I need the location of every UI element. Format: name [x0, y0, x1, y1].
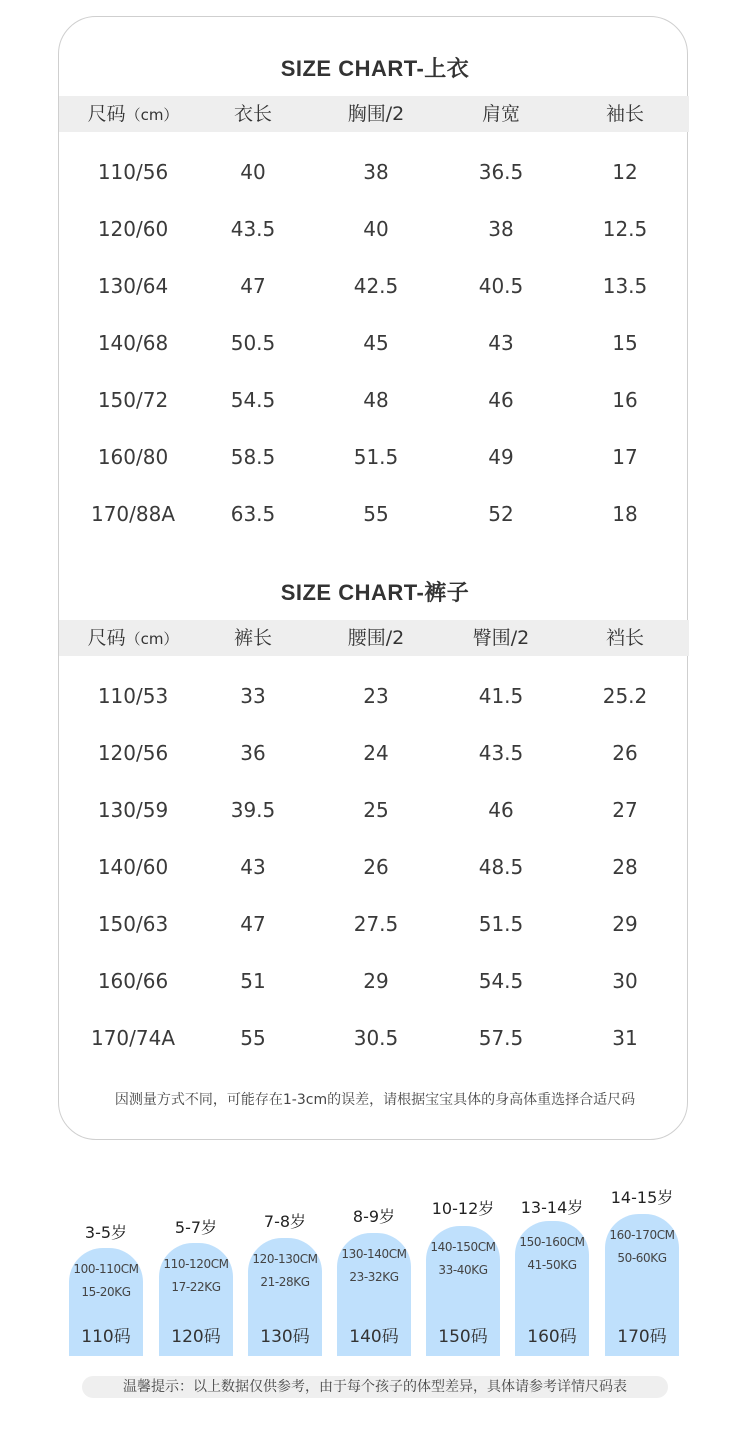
pants-header-cell: [188, 620, 318, 656]
age-size-bar: [605, 1214, 679, 1356]
height-range: 110-120CM: [163, 1257, 229, 1271]
tops-header-label: 胸围/2: [347, 103, 405, 125]
tops-table-cell: 38: [488, 217, 514, 241]
height-range: 140-150CM: [430, 1240, 496, 1254]
tops-header-label: 尺码: [87, 103, 126, 125]
age-label: 8-9岁: [352, 1207, 396, 1226]
tops-table-cell: 12: [612, 160, 638, 184]
age-size-bar: [337, 1233, 411, 1356]
age-size-bar: [515, 1221, 589, 1356]
age-size-bar: [159, 1243, 233, 1356]
size-label: 170码: [617, 1327, 667, 1347]
age-label: 10-12岁: [431, 1199, 495, 1218]
tops-table-cell: 160/80: [97, 445, 169, 469]
pants-table-cell: 41.5: [478, 684, 524, 708]
pants-header-label: 尺码: [87, 627, 126, 649]
weight-range: 41-50KG: [527, 1258, 577, 1272]
pants-table-cell: 150/63: [97, 912, 169, 936]
tops-header-label: 肩宽: [481, 103, 520, 125]
pants-table-cell: 120/56: [97, 741, 169, 765]
pants-table-cell: 140/60: [97, 855, 169, 879]
pants-table-cell: 110/53: [97, 684, 169, 708]
pants-header-cell: [436, 620, 566, 656]
pants-table-cell: 43: [240, 855, 266, 879]
tops-header-cell: [188, 96, 318, 132]
pants-table-cell: 33: [240, 684, 266, 708]
pants-table-cell: 30: [612, 969, 638, 993]
tops-table-cell: 43: [488, 331, 514, 355]
pants-table-cell: 170/74A: [90, 1026, 176, 1050]
pants-table-cell: 39.5: [230, 798, 276, 822]
age-label: 3-5岁: [84, 1223, 128, 1242]
pants-table-cell: 30.5: [353, 1026, 399, 1050]
weight-range: 33-40KG: [438, 1263, 488, 1277]
tops-table-cell: 55: [363, 502, 389, 526]
tops-title: SIZE CHART-上衣: [280, 56, 470, 81]
pants-table-cell: 36: [240, 741, 266, 765]
tops-table-cell: 42.5: [353, 274, 399, 298]
tops-header-label: 袖长: [605, 103, 644, 125]
weight-range: 21-28KG: [260, 1275, 310, 1289]
tops-header-label: 衣长: [233, 103, 272, 125]
tops-table-cell: 120/60: [97, 217, 169, 241]
weight-range: 50-60KG: [617, 1251, 667, 1265]
pants-table-cell: 24: [363, 741, 389, 765]
pants-table-cell: 48.5: [478, 855, 524, 879]
tops-header-cell: [68, 96, 198, 133]
age-label: 14-15岁: [610, 1188, 674, 1207]
pants-table-cell: 51: [240, 969, 266, 993]
tops-table-cell: 52: [488, 502, 514, 526]
tops-table-cell: 38: [363, 160, 389, 184]
tops-table-cell: 63.5: [230, 502, 276, 526]
tops-table-cell: 43.5: [230, 217, 276, 241]
size-label: 150码: [438, 1327, 488, 1347]
tops-table-cell: 40.5: [478, 274, 524, 298]
pants-table-cell: 55: [240, 1026, 266, 1050]
pants-table-cell: 57.5: [478, 1026, 524, 1050]
tops-table-cell: 36.5: [478, 160, 524, 184]
height-range: 130-140CM: [341, 1247, 407, 1261]
pants-table-cell: 130/59: [97, 798, 169, 822]
size-label: 110码: [81, 1327, 131, 1347]
tops-table-cell: 54.5: [230, 388, 276, 412]
size-label: 160码: [527, 1327, 577, 1347]
tops-table-cell: 110/56: [97, 160, 169, 184]
tops-table-cell: 170/88A: [90, 502, 176, 526]
tops-table-cell: 18: [612, 502, 638, 526]
pants-table-cell: 25: [363, 798, 389, 822]
tops-header-cell: [311, 96, 441, 132]
size-label: 140码: [349, 1327, 399, 1347]
pants-table-cell: 47: [240, 912, 266, 936]
pants-header-cell: [311, 620, 441, 656]
tops-table-cell: 48: [363, 388, 389, 412]
tops-table-cell: 50.5: [230, 331, 276, 355]
tops-table-cell: 13.5: [602, 274, 648, 298]
pants-table-cell: 28: [612, 855, 638, 879]
tops-header-unit: （cm）: [125, 106, 179, 124]
tip-bar: 温馨提示：以上数据仅供参考，由于每个孩子的体型差异，具体请参考详情尺码表: [82, 1376, 668, 1398]
pants-table-cell: 26: [612, 741, 638, 765]
tops-table-cell: 150/72: [97, 388, 169, 412]
tops-table-cell: 130/64: [97, 274, 169, 298]
pants-header-cell: [68, 620, 198, 657]
tops-table-cell: 140/68: [97, 331, 169, 355]
weight-range: 15-20KG: [81, 1285, 131, 1299]
tops-table-cell: 47: [240, 274, 266, 298]
weight-range: 23-32KG: [349, 1270, 399, 1284]
size-label: 120码: [171, 1327, 221, 1347]
pants-header-cell: [560, 620, 690, 656]
height-range: 100-110CM: [73, 1262, 139, 1276]
pants-table-cell: 31: [612, 1026, 638, 1050]
size-label: 130码: [260, 1327, 310, 1347]
pants-table-cell: 51.5: [478, 912, 524, 936]
weight-range: 17-22KG: [171, 1280, 221, 1294]
age-label: 7-8岁: [263, 1212, 307, 1231]
tops-table-cell: 45: [363, 331, 389, 355]
tops-table-cell: 58.5: [230, 445, 276, 469]
pants-header-label: 裤长: [233, 627, 272, 649]
pants-table-cell: 160/66: [97, 969, 169, 993]
pants-header-label: 臀围/2: [472, 627, 530, 649]
age-label: 5-7岁: [174, 1218, 218, 1237]
age-size-bar: [426, 1226, 500, 1356]
age-size-bar: [248, 1238, 322, 1356]
pants-header-label: 腰围/2: [347, 627, 405, 649]
tops-table-cell: 49: [488, 445, 514, 469]
pants-table-cell: 29: [363, 969, 389, 993]
pants-table-cell: 27.5: [353, 912, 399, 936]
pants-header-unit: （cm）: [125, 630, 179, 648]
tops-table-cell: 40: [363, 217, 389, 241]
pants-title: SIZE CHART-裤子: [280, 580, 470, 605]
age-size-bar: [69, 1248, 143, 1356]
pants-table-cell: 29: [612, 912, 638, 936]
pants-table-cell: 26: [363, 855, 389, 879]
pants-table-cell: 23: [363, 684, 389, 708]
tops-table-cell: 46: [488, 388, 514, 412]
tops-table-cell: 40: [240, 160, 266, 184]
measure-note: 因测量方式不同，可能存在1-3cm的误差，请根据宝宝具体的身高体重选择合适尺码: [114, 1092, 636, 1108]
height-range: 150-160CM: [519, 1235, 585, 1249]
tops-header-cell: [560, 96, 690, 132]
tops-table-cell: 17: [612, 445, 638, 469]
tops-table-cell: 15: [612, 331, 638, 355]
tops-header-cell: [436, 96, 566, 132]
pants-table-cell: 25.2: [602, 684, 648, 708]
tops-table-cell: 16: [612, 388, 638, 412]
height-range: 120-130CM: [252, 1252, 318, 1266]
tops-table-cell: 12.5: [602, 217, 648, 241]
pants-table-cell: 54.5: [478, 969, 524, 993]
height-range: 160-170CM: [609, 1228, 675, 1242]
age-label: 13-14岁: [520, 1198, 584, 1217]
pants-table-cell: 27: [612, 798, 638, 822]
pants-table-cell: 43.5: [478, 741, 524, 765]
tops-table-cell: 51.5: [353, 445, 399, 469]
pants-table-cell: 46: [488, 798, 514, 822]
pants-header-label: 裆长: [605, 627, 644, 649]
